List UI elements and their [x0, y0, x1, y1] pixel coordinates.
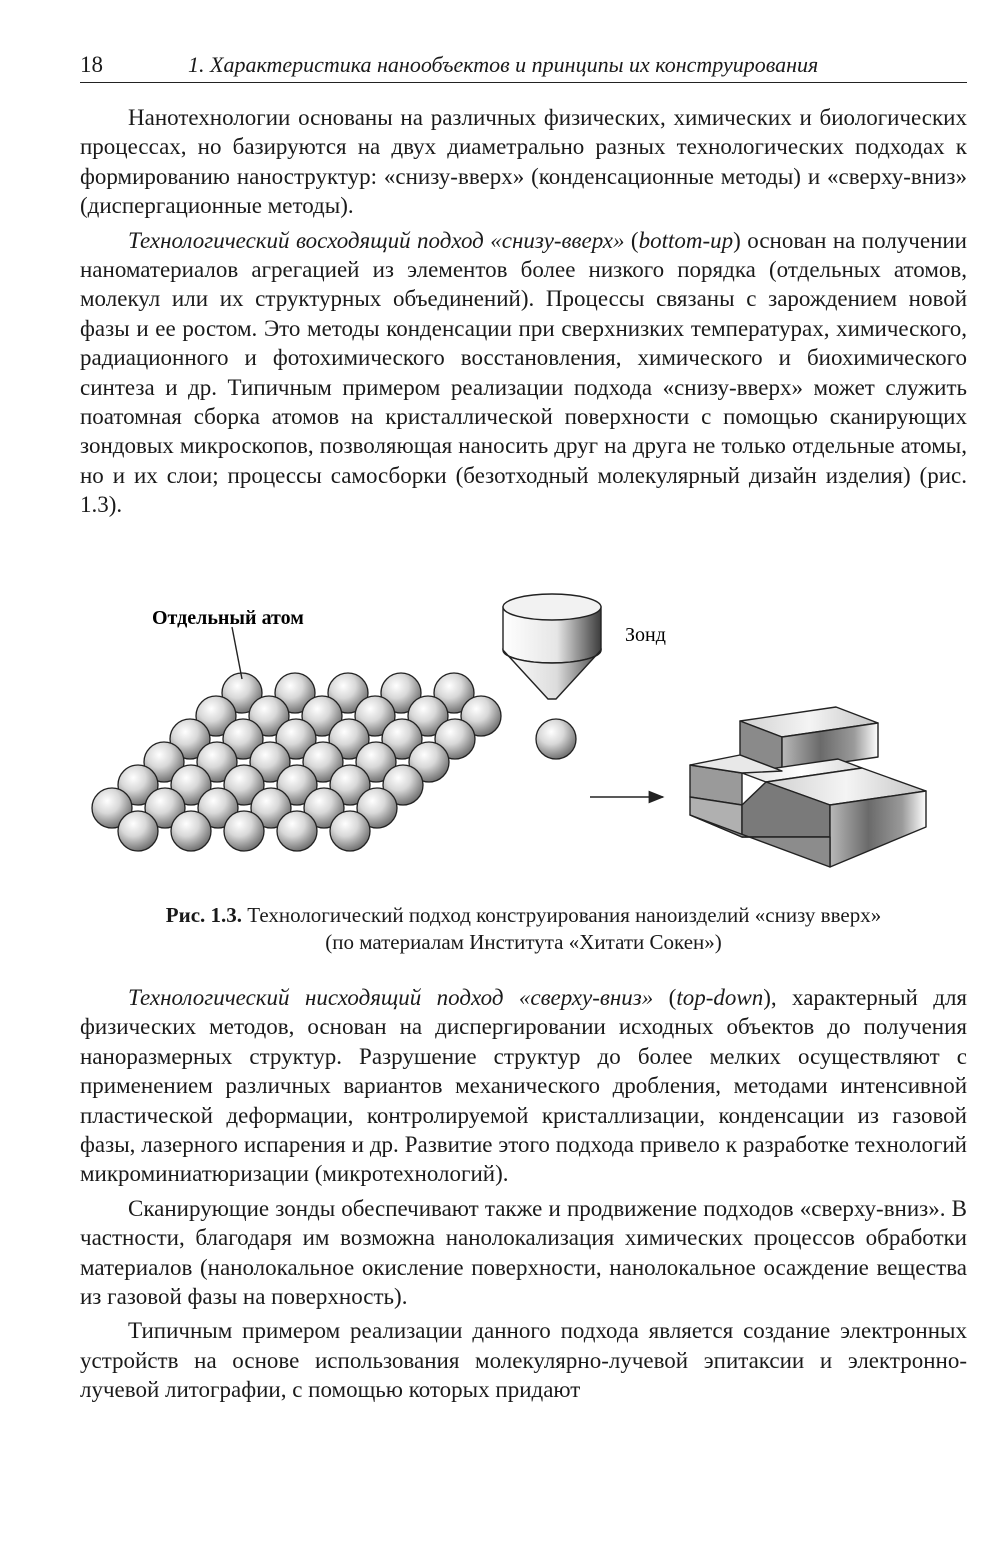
top-down-body: ), характерный для физических методов, основан на диспергировании исходных объектов до получения наноразмерных структур. Разрушение структур до более мелких осуществляют с применением различных вариантов механического дробления, методами интенсивной пластической деформации, контролируемой кристаллизации, конденсации из газовой фазы, лазерного испарения и др. Развитие этого подхода привело к разработке технологий микроминиатюризации (микротехнологий). — [80, 985, 967, 1187]
atom — [224, 811, 264, 851]
top-down-term: top-down — [676, 985, 764, 1010]
atom — [118, 811, 158, 851]
page-header — [80, 50, 967, 83]
paragraph-top-down — [80, 983, 967, 1189]
paren-open-2: ( — [653, 985, 677, 1010]
running-title: 1. Характеристика нанообъектов и принципы их конструирования — [188, 52, 819, 77]
atom-lattice — [92, 673, 501, 851]
label-probe: Зонд — [625, 624, 666, 646]
atom — [330, 811, 370, 851]
figure-caption — [80, 902, 967, 956]
caption-line-2: (по материалам Института «Хитати Сокен») — [325, 930, 722, 954]
probe-icon — [503, 594, 601, 699]
bottom-up-lead: Технологический восходящий подход «снизу-вверх» — [128, 227, 625, 253]
bottom-up-body: ) основан на получении наноматериалов агрегацией из элементов более низкого порядка (отдельных атомов, молекул или их структурных объединений). Процессы связаны с зарождением новой фазы и ее ростом. Это методы конденсации при сверхнизких температурах, химического, радиационного и фотохимического восстановления, химического и биохимического синтеза и др. Типичным примером реализации подхода «снизу-вверх» может служить поатомная сборка атомов на кристаллической поверхности с помощью сканирующих зондовых микроскопов, позволяющая наносить друг на друга не только отдельные атомы, но и их слои; процессы самосборки (безотходный молекулярный дизайн изделия) (рис. 1.3). — [80, 227, 967, 518]
text-block-top — [80, 103, 967, 525]
nanostructure-block — [690, 707, 926, 867]
caption-line-1 — [80, 902, 967, 929]
caption-text-1: Технологический подход конструирования наноизделий «снизу вверх» — [247, 903, 882, 927]
label-atom: Отдельный атом — [152, 607, 304, 629]
text-block-bottom — [80, 983, 967, 1410]
paragraph-probes: Сканирующие зонды обеспечивают также и продвижение подходов «сверху-вниз». В частности, благодаря им возможна нанолокализация химических процессов обработки материалов (нанолокальное окисление поверхности, нанолокальное осаждение вещества из газовой фазы на поверхность). — [80, 1195, 967, 1310]
paren-open: ( — [624, 227, 639, 253]
atom-pointer-line — [232, 627, 242, 679]
figure-illustration — [80, 575, 967, 895]
paragraph-example: Типичным примером реализации данного подхода является создание электронных устройств на основе использования молекулярно-лучевой эпитаксии и электронно-лучевой литографии, с помощью которых придают — [80, 1318, 967, 1403]
bottom-up-term: bottom-up — [638, 227, 734, 253]
paragraph-intro: Нанотехнологии основаны на различных физических, химических и биологических процессах, но базируются на двух диаметрально разных технологических подходах к формированию наноструктур: «снизу-вверх» (конденсационные методы) и «сверху-вниз» (диспергационные методы). — [80, 105, 967, 219]
paragraph-bottom-up — [80, 226, 967, 520]
atom — [171, 811, 211, 851]
page-number: 18 — [80, 52, 103, 77]
lifted-atom — [536, 719, 576, 759]
figure-1-3 — [80, 575, 967, 895]
caption-number: Рис. 1.3. — [165, 903, 243, 927]
atom — [277, 811, 317, 851]
top-down-lead: Технологический нисходящий подход «сверху-вниз» — [128, 985, 654, 1010]
